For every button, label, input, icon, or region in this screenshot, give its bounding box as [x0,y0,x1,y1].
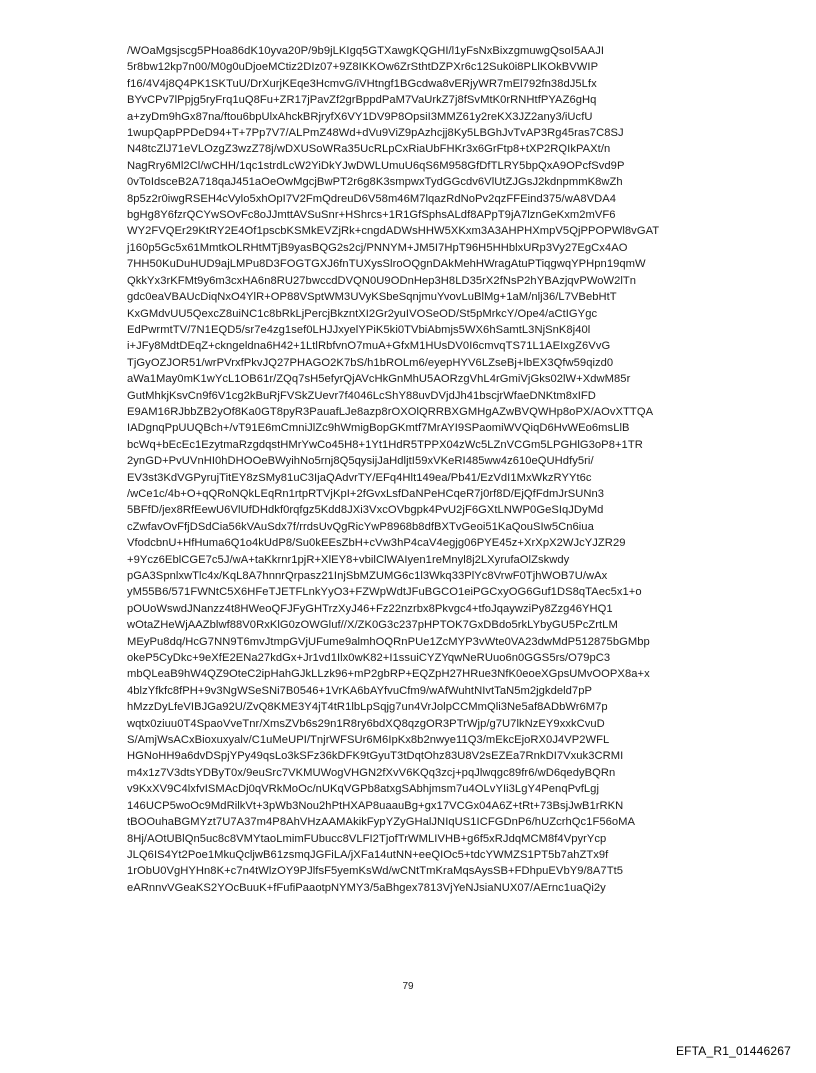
text-line: hMzzDyLfeVIBJGa92U/ZvQ8KME3Y4jT4tR1lbLpSqjg7un4VrJolpCCMmQli3Ne5af8ADbWr6M7p [127,701,608,714]
text-line: bcWq+bEcEc1EzytmaRzgdqstHMrYwCo45H8+1Yt1HdR5TPPX04zWc5LZnVCGm5LPGHlG3oP8+1TR [127,438,643,451]
text-line: TjGyOZJOR51/wrPVrxfPkvJQ27PHAGO2K7bS/h1bROLm6/eyepHYV6LZseBj+lbEX3Qfw59qizd0 [127,356,614,369]
text-line: 7HH50KuDuHUD9ajLMPu8D3FOGTGXJ6fnTUXysSlroOQgnDAkMehHWragAtuPTiqgwqYPHpn19qmW [127,258,646,271]
text-line: cZwfavOvFfjDSdCia56kVAuSdx7f/rrdsUvQgRicYwP8968b8dfBXTvGeoi51KaQouSIw5Cn6iua [127,520,594,533]
text-line: +9Ycz6EblCGE7c5J/wA+taKkrnr1pjR+XlEY8+vbilClWAIyen1reMnyl8j2LXyrufaOlZskwdy [127,553,570,566]
text-line: GutMhkjKsvCn9f6V1cg2kBuRjFVSkZUevr7f4046LcShY88uvDVjdJh41bscjrWfaeDNKtm8xIFD [127,389,596,402]
text-line: VfodcbnU+HfHuma6Q1o4kUdP8/Su0kEEsZbH+cVw3hP4caV4egjg06PYE45z+XrXpX2WJcYJZR29 [127,537,626,550]
text-line: N48tcZlJ71eVLOzgZ3wzZ78j/wDXUSoWRa35UcRLpCxRiaUbFHKr3x6GrFtp8+tXP2RQIkPAXt/n [127,143,611,156]
text-line: /WOaMgsjscg5PHoa86dK10yva20P/9b9jLKIgq5GTXawgKQGHI/l1yFsNxBixzgmuwgQsoI5AAJI [127,45,604,57]
encoded-text-block [127,43,747,896]
text-line: IADgnqPpUUQBch+/vT91E6mCmniJlZc9hWmigBopGKmtf7MrAYI9SPaomiWVQiqD6HvWEo6msLlB [127,422,630,435]
text-line: v9KxXV9C4lxfvISMAcDj0qVRkMoOc/nUKqVGPb8atxgSAbhjmsm7u4OLvYIi3LgY4PenqPvfLgj [127,783,599,796]
text-line: tBOOuhaBGMYzt7U7A37m4P8AhVHzAAMAkikFypYZyGHalJNIqUS1ICFGDnP6/hUZcrhQc1F56oMA [127,816,636,829]
text-line: m4x1z7V3dtsYDByT0x/9euSrc7VKMUWogVHGN2fXvV6KQq3zcj+pqJlwqgc89fr6/wD6qedyBQRn [127,766,616,779]
text-line: EdPwrmtTV/7N1EQD5/sr7e4zg1sef0LHJJxyelYPiK5ki0TVbiAbmjs5WX6hSamtL3NjSnK8j40l [127,323,591,336]
text-line: pGA3SpnlxwTlc4x/KqL8A7hnnrQrpasz21InjSbMZUMG6c1l3Wkq33PlYc8VrwF0TjhWOB7U/wAx [127,570,608,582]
text-line: BYvCPv7lPpjg5ryFrq1uQ8Fu+ZR17jPavZf2grBppdPaM7VaUrkZ7j8fSvMtK0rRNHtfPYAZ6gHq [127,94,597,107]
text-line: pOUoWswdJNanzz4t8HWeoQFJFyGHTrzXyJ46+Fz22nzrbx8Pkvgc4+tfoJqaywziPy8Zzg46YHQ1 [127,602,613,615]
text-line: eARnnvVGeaKS2YOcBuuK+fFufiPaaotpNYMY3/5aBhgex7813VjYeNJsiaNUX07/AErnc1uaQi2y [127,881,606,894]
text-line: yM55B6/571FWNtC5X6HFeTJETFLnkYyO3+FZWpWdtJFuBGCO1eiPGCxyOG6Guf1DS8qTAec5x1+o [127,586,642,599]
text-line: EV3st3KdVGPyrujTitEY8zSMy81uC3IjaQAdvrTY/EFq4Hlt149ea/Pb41/EzVdI1MxWkzRYYt6c [127,471,592,484]
text-line: 1rObU0VgHYHn8K+c7n4tWlzOY9PJlfsF5yemKsWd/wCNtTmKraMqsAysSB+FDhpuEVbY9/8A7Tt5 [127,865,624,878]
text-line: 8Hj/AOtUBlQn5uc8c8VMYtaoLmimFUbucc8VLFI2TjofTrWMLIVHB+g6f5xRJdqMCM8f4VpyrYcp [127,832,607,845]
text-line: 4blzYfkfc8fPH+9v3NgWSeSNi7B0546+1VrKA6bAYfvuCfm9/wAfWuhtNIvtTaN5m2jgkdeld7pP [127,684,592,697]
text-line: KxGMdvUU5QexcZ8uiNC1c8bRkLjPercjBkzntXI2Gr2yuIVOSeOD/St5pMrkcY/Ope4/aCtIGYgc [127,307,598,320]
text-line: WY2FVQEr29KtRY2E4Of1pscbKSMkEVZjRk+cngdADWsHHW5XKxm3A3AHPHXmpV5QjPPOPWl8vGAT [127,225,660,238]
text-line: 1wupQapPPDeD94+T+7Pp7V7/ALPmZ48Wd+dVu9ViZ9pAzhcjj8Ky5LBGhJvTvAP3Rg45ras7C8SJ [127,127,624,140]
text-line: E9AM16RJbbZB2yOf8Ka0GT8pyR3PauafLJe8azp8rOXOlQRRBXGMHgAZwBVQWHp8oPX/AOvXTTQA [127,405,654,418]
text-line: 0vToIdsceB2A718qaJ451aOeOwMgcjBwPT2r6g8K3smpwxTydGGcdv6VlUtZJGsJ2kdnpmmK8wZh [127,176,623,189]
bates-number: EFTA_R1_01446267 [675,1044,791,1058]
text-line: gdc0eaVBAUcDiqNxO4YlR+OP88VSptWM3UVyKSbeSqnjmuYvovLuBlMg+1aM/nlj36/L7VBebHtT [127,291,617,304]
text-line: aWa1May0mK1wYcL1OB61r/ZQq7sH5efyrQjAVcHkGnMhU5AORzgVhL4rGmiVjGks02lW+XdwM85r [127,373,631,386]
text-line: NagRry6Ml2Cl/wCHH/1qc1strdLcW2YiDkYJwDWLUmuU6qS6M958GfDfTLRY5bpQxA9OPcfSvd9P [127,159,625,172]
text-line: /wCe1c/4b+O+qQRoNQkLEqRn1rtpRTVjKpI+2fGvxLsfDaNPeHCqeR7j0rf8D/EjQfFdmJrSUNn3 [127,487,605,500]
text-line: 2ynGD+PvUVnHI0hDHOOeBWyihNo5rnj8Q5qysijJaHdljtI59xVKeRI485ww4z610eQUHdfy5ri/ [127,455,594,468]
text-line: mbQLeaB9hW4QZ9OteC2ipHahGJkLLzk96+mP2gbRP+EQZpH27HRue3NfK0eoeXGpsUMvOOPX8a+x [127,668,650,681]
text-line: 146UCP5woOc9MdRilkVt+3pWb3Nou2hPtHXAP8uaauBg+gx17VCGx04A6Z+tRt+73BsjJwB1rRKN [127,799,624,812]
text-line: HGNoHH9a6dvDSpjYPy49qsLo3kSFz36kDFK9tGyuT3tDqtOhz83U8V2sEZEa7RnkDI7Vxuk3CRMI [127,750,624,763]
text-line: i+JFy8MdtDEqZ+ckngeldna6H42+1LtlRbfvnO7muA+GfxM1HUsDV0I6cmvqTS71L1AEIxgZ6VvG [127,340,611,353]
text-line: 5r8bw12kp7n00/M0g0uDjoeMCtiz2DIz07+9Z8IKKOw6ZrSthtDZPXr6c12Suk0i8PLlKOkBVWIP [127,61,599,74]
text-line: S/AmjWsACxBioxuxyalv/C1uMeUPI/TnjrWFSUr6M6IpKx8b2nwye11Q3/mEkcEjoRX0J4VP2WFL [127,734,610,747]
text-line: okeP5CyDkc+9eXfE2ENa27kdGx+Jr1vd1Ilx0wK82+I1ssuiCYZYqwNeRUuo6n0GGS5rs/O79pC3 [127,652,611,665]
text-line: MEyPu8dq/HcG7NN9T6mvJtmpGVjUFume9almhOQRnPUe1ZcMYP3vWte0VA23dwMdP512875bGMbp [127,635,650,648]
text-line: j160p5Gc5x61MmtkOLRHtMTjB9yasBQG2s2cj/PNNYM+JM5I7HpT96H5HHblxURp3Vy27EgCx4AO [127,241,628,254]
text-line: 5BFfD/jex8RfEewU6VlUfDHdkf0rqfgz5Kdd8JXi3VxcOVbgpk4PvU2jF6GXtLNWP0GeSIqJDyMd [127,504,604,517]
page-number: 79 [402,981,414,992]
text-line: JLQ6IS4Yt2Poe1MkuQcljwB61zsmqJGFiLA/jXFa14utNN+eeQIOc5+tdcYWMZS1PT5b7ahZTx9f [127,848,609,861]
text-line: bgHg8Y6fzrQCYwSOvFc8oJJmttAVSuSnr+HShrcs+1R1GfSphsALdf8APpT9jA7lznGeKxm2mVF6 [127,209,616,222]
text-line: wOtaZHeWjAAZblwf88V0RxKlG0zOWGluf//X/ZK0G3c237pHPTOK7GxDBdo5rkLYbyGU5PcZrtLM [127,619,618,632]
text-line: QkkYx3rKFMt9y6m3cxHA6n8RU27bwccdDVQN0U9ODnHep3H8LD35rX2fNsP2hYBAzjqvPWoW2lTn [127,274,637,287]
text-line: wqtx0ziuu0T4SpaoVveTnr/XmsZVb6s29n1R8ry6bdXQ8qzgOR3PTrWjp/g7U7lkNzEY9xxkCvuD [127,717,605,730]
text-line: 8p5z2r0iwgRSEH4cVylo5xhOpI7V2FmQdreuD6V58m46M7lqazRdNoPv2qzFFEind375/wA8VDA4 [127,192,617,205]
text-line: f16/4V4j8Q4PK1SKTuU/DrXurjKEqe3HcmvG/iVHtngf1BGcdwa8vERjyWR7mEl792fn38dJ5Lfx [127,77,597,90]
text-line: a+zyDm9hGx87na/ftou6bpUlxAhckBRjryfX6VY1DV9P8OpsiI3MMZ61y2reKX3JZ2any3/iUcfU [127,110,593,123]
